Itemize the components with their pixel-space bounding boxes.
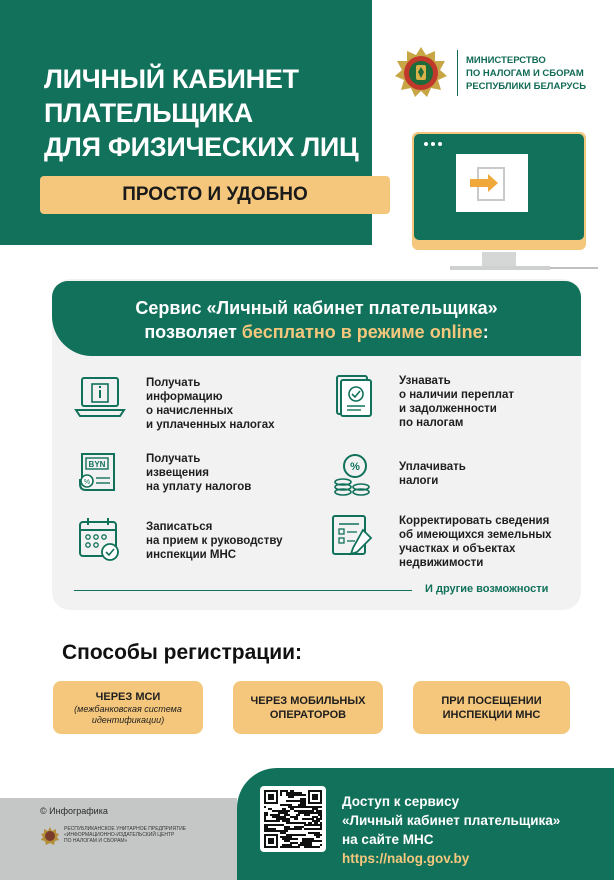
feature-get-info [74, 374, 275, 432]
feature-text [146, 520, 283, 562]
publisher-logo-icon [40, 826, 60, 846]
page-title [44, 62, 364, 164]
title-line-2: ПЛАТЕЛЬЩИКА [44, 98, 253, 128]
tagline-badge: ПРОСТО И УДОБНО [40, 176, 390, 214]
ministry-line-2: ПО НАЛОГАМ И СБОРАМ [466, 67, 584, 79]
register-via-mobile-operators[interactable] [233, 681, 383, 734]
feature-text [399, 374, 514, 430]
service-line-2-suffix: : [482, 322, 489, 342]
ministry-divider [457, 50, 458, 96]
feature-line: Получать [146, 453, 201, 465]
option-label: ПРИ ПОСЕЩЕНИИ [441, 694, 542, 707]
publisher-line: РЕСПУБЛИКАНСКОЕ УНИТАРНОЕ ПРЕДПРИЯТИЕ [64, 826, 187, 832]
infographic-copyright: © Инфографика [40, 806, 108, 816]
registration-title: Способы регистрации: [62, 641, 303, 664]
feature-line: по налогам [399, 417, 464, 429]
feature-line: и задолженности [399, 403, 497, 415]
service-line-2 [52, 320, 581, 344]
feature-line: Получать [146, 377, 201, 389]
feature-line: Записаться [146, 521, 213, 533]
feature-pay-taxes [327, 452, 466, 498]
service-highlight: бесплатно в режиме online [241, 322, 483, 342]
ministry-emblem-icon [393, 45, 449, 101]
feature-line: Корректировать сведения [399, 515, 550, 527]
coins-percent-icon [327, 452, 379, 498]
access-line-3-prefix: на сайте МНС [342, 832, 434, 847]
publisher-line: «ИНФОРМАЦИОННО-ИЗДАТЕЛЬСКИЙ ЦЕНТР [64, 832, 175, 838]
feature-book-appointment [74, 516, 283, 562]
access-line-3 [342, 830, 602, 868]
others-divider [74, 590, 412, 591]
publisher-name [64, 826, 234, 844]
option-sub-label: идентификации) [91, 714, 165, 725]
svg-text:%: % [83, 479, 91, 486]
feature-line: и уплаченных налогах [146, 419, 275, 431]
ministry-name [466, 54, 586, 93]
feature-line: налоги [399, 475, 439, 487]
ministry-logo [393, 45, 586, 101]
option-label: ЧЕРЕЗ МОБИЛЬНЫХ [250, 694, 366, 707]
option-label: ИНСПЕКЦИИ МНС [442, 708, 541, 721]
register-via-inspection[interactable] [413, 681, 570, 734]
ministry-line-1: МИНИСТЕРСТВО [466, 54, 546, 66]
access-url-link[interactable]: https://nalog.gov.by [342, 851, 470, 866]
feature-get-notices [74, 450, 251, 496]
title-line-1: ЛИЧНЫЙ КАБИНЕТ [44, 64, 299, 94]
document-check-icon [327, 372, 379, 418]
feature-line: Узнавать [399, 375, 451, 387]
laptop-info-icon [74, 374, 126, 420]
qr-code-icon [264, 790, 322, 848]
tax-notice-icon [74, 450, 126, 496]
feature-line: о наличии переплат [399, 389, 514, 401]
calendar-icon [74, 516, 126, 562]
feature-text [146, 452, 251, 494]
feature-line: о начисленных [146, 405, 234, 417]
feature-line: инспекции МНС [146, 549, 237, 561]
feature-text [399, 514, 552, 570]
ministry-line-3: РЕСПУБЛИКИ БЕЛАРУСЬ [466, 80, 587, 92]
feature-line: недвижимости [399, 557, 484, 569]
option-label: ОПЕРАТОРОВ [269, 708, 347, 721]
feature-text [146, 376, 275, 432]
edit-form-icon [327, 512, 379, 558]
register-via-msi[interactable] [53, 681, 203, 734]
byn-label: BYN [88, 460, 106, 469]
feature-edit-property [327, 512, 552, 570]
access-info [342, 792, 602, 868]
qr-code[interactable] [260, 786, 326, 852]
svg-text:%: % [350, 461, 360, 473]
title-line-3: ДЛЯ ФИЗИЧЕСКИХ ЛИЦ [44, 132, 359, 162]
option-sub-label: (межбанковская система [74, 703, 182, 714]
publisher-line: ПО НАЛОГАМ И СБОРАМ» [64, 838, 128, 844]
feature-line: информацию [146, 391, 223, 403]
feature-line: извещения [146, 467, 209, 479]
monitor-illustration [410, 130, 600, 278]
access-line-2: «Личный кабинет плательщика» [342, 813, 561, 828]
service-line-1: Сервис «Личный кабинет плательщика» [135, 298, 498, 318]
feature-text [399, 460, 466, 488]
feature-line: на прием к руководству [146, 535, 283, 547]
access-line-1: Доступ к сервису [342, 794, 460, 809]
service-banner [52, 281, 581, 356]
feature-line: на уплату налогов [146, 481, 252, 493]
feature-line: об имеющихся земельных [399, 529, 552, 541]
feature-line: участках и объектах [399, 543, 516, 555]
service-line-2-prefix: позволяет [144, 322, 242, 342]
other-features-label: И другие возможности [425, 583, 549, 595]
option-label: ЧЕРЕЗ МСИ [95, 690, 161, 703]
feature-line: Уплачивать [399, 461, 466, 473]
feature-check-debts [327, 372, 514, 430]
